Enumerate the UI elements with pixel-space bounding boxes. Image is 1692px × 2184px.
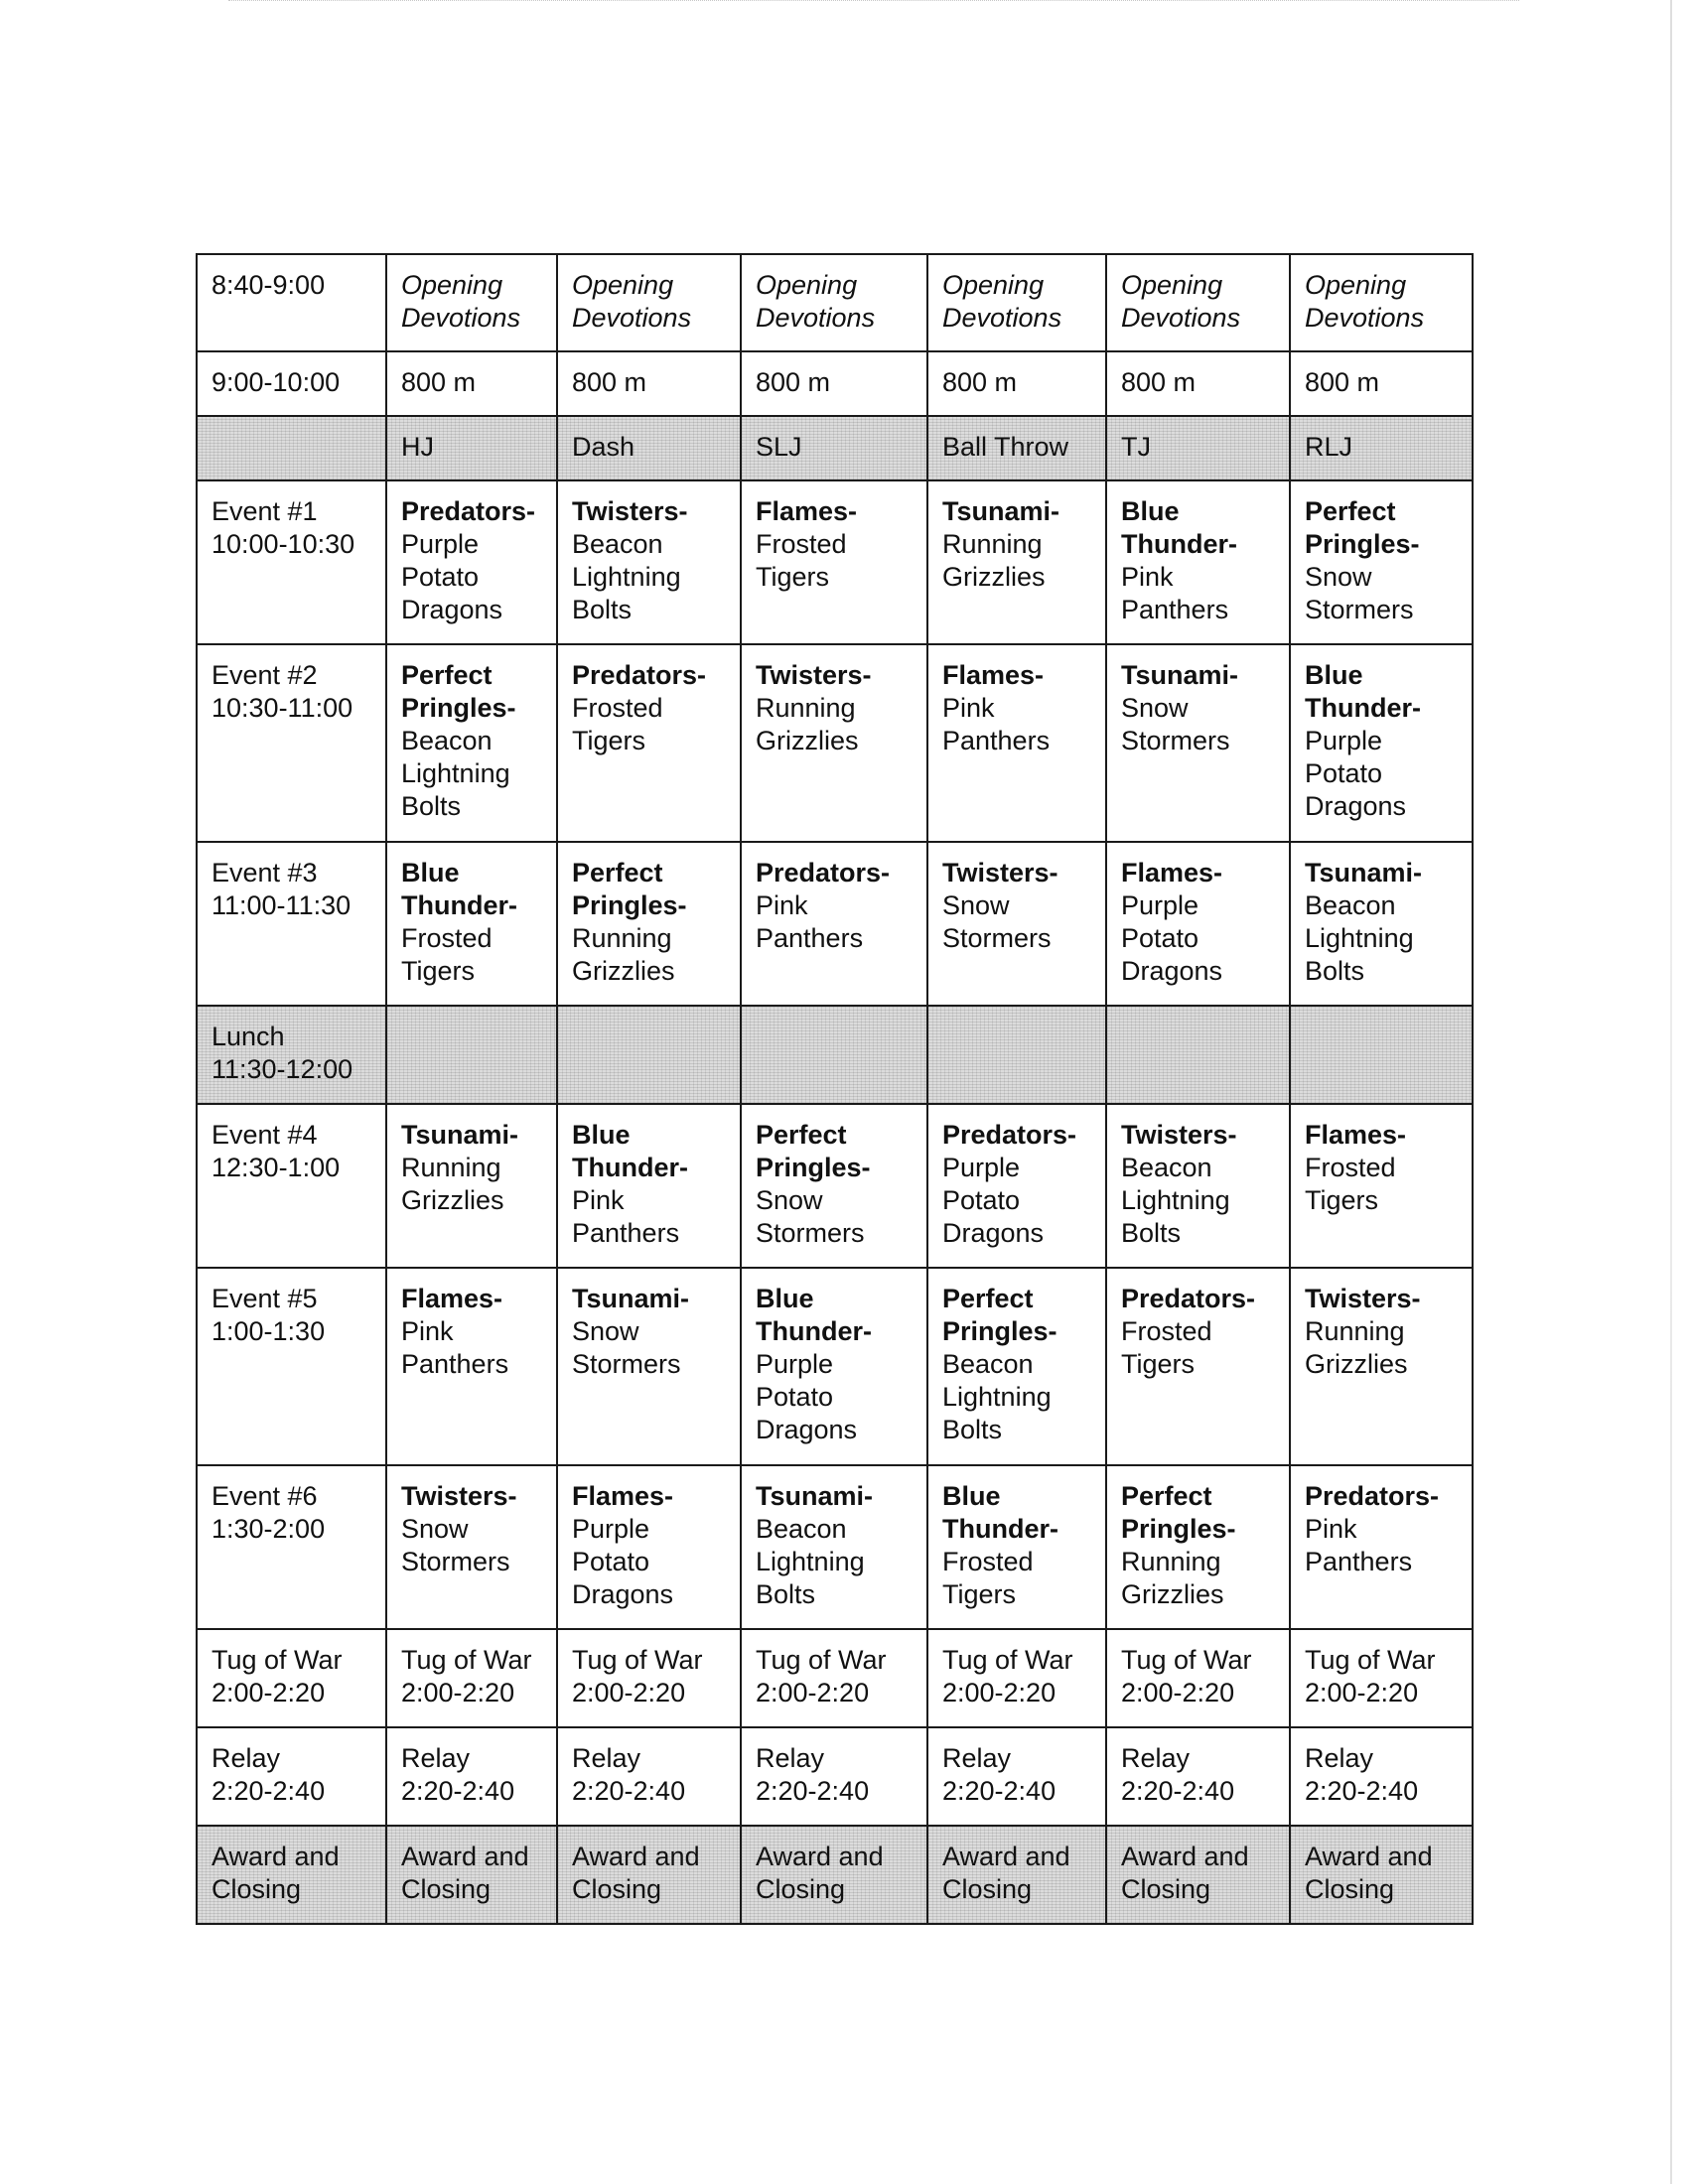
team-name: Blue Thunder- bbox=[1305, 660, 1421, 723]
schedule-cell bbox=[386, 1104, 557, 1268]
opponent-team-name: Frosted Tigers bbox=[572, 693, 663, 755]
opponent-team-name: Pink Panthers bbox=[942, 693, 1051, 755]
schedule-row bbox=[197, 351, 1473, 416]
cell-text: 2:00-2:20 bbox=[1305, 1678, 1419, 1707]
schedule-cell bbox=[1290, 1826, 1473, 1924]
row-label-cell bbox=[197, 1104, 386, 1268]
schedule-cell bbox=[1106, 1104, 1290, 1268]
row-label-cell bbox=[197, 351, 386, 416]
schedule-cell bbox=[741, 351, 927, 416]
row-label-text: Event #4 bbox=[212, 1120, 318, 1150]
schedule-cell bbox=[557, 1727, 741, 1826]
team-name: Predators- bbox=[1305, 1481, 1440, 1511]
schedule-cell bbox=[1290, 1006, 1473, 1104]
schedule-cell bbox=[1106, 1826, 1290, 1924]
row-label-text: 11:00-11:30 bbox=[212, 890, 352, 920]
schedule-row bbox=[197, 1006, 1473, 1104]
team-name: Tsunami- bbox=[401, 1120, 519, 1150]
opponent-team-name: Snow Stormers bbox=[572, 1316, 681, 1379]
schedule-cell bbox=[386, 644, 557, 842]
cell-text: Tug of War bbox=[572, 1645, 703, 1675]
row-label-text: 1:30-2:00 bbox=[212, 1514, 326, 1544]
team-name: Flames- bbox=[572, 1481, 674, 1511]
opponent-team-name: Running Grizzlies bbox=[756, 693, 859, 755]
schedule-cell bbox=[557, 1465, 741, 1629]
opponent-team-name: Pink Panthers bbox=[756, 890, 864, 953]
scan-artifact-edge bbox=[1670, 0, 1672, 2184]
row-label-text: Event #1 bbox=[212, 496, 318, 526]
cell-text: Opening bbox=[756, 270, 858, 300]
row-label-cell bbox=[197, 1465, 386, 1629]
cell-text: Relay bbox=[572, 1743, 641, 1773]
cell-text: Ball Throw bbox=[942, 432, 1069, 462]
row-label-text: Event #6 bbox=[212, 1481, 318, 1511]
opponent-team-name: Frosted Tigers bbox=[942, 1547, 1034, 1609]
schedule-cell bbox=[927, 480, 1106, 644]
team-name: Perfect Pringles- bbox=[1121, 1481, 1236, 1544]
opponent-team-name: Snow Stormers bbox=[1121, 693, 1230, 755]
schedule-cell bbox=[1290, 1104, 1473, 1268]
row-label-cell bbox=[197, 1826, 386, 1924]
schedule-cell bbox=[927, 416, 1106, 480]
schedule-cell bbox=[741, 480, 927, 644]
schedule-cell bbox=[927, 351, 1106, 416]
schedule-cell bbox=[741, 1826, 927, 1924]
team-name: Twisters- bbox=[942, 858, 1058, 887]
schedule-cell bbox=[927, 644, 1106, 842]
row-label-text: Tug of War bbox=[212, 1645, 343, 1675]
cell-text: TJ bbox=[1121, 432, 1151, 462]
team-name: Twisters- bbox=[1121, 1120, 1237, 1150]
opponent-team-name: Purple Potato Dragons bbox=[1305, 726, 1407, 821]
schedule-cell bbox=[1106, 416, 1290, 480]
schedule-row bbox=[197, 1465, 1473, 1629]
cell-text: Tug of War bbox=[942, 1645, 1073, 1675]
row-label-cell bbox=[197, 480, 386, 644]
schedule-cell bbox=[1290, 480, 1473, 644]
schedule-cell bbox=[741, 1629, 927, 1727]
schedule-cell bbox=[741, 1104, 927, 1268]
row-label-text: 8:40-9:00 bbox=[212, 270, 326, 300]
team-name: Flames- bbox=[1121, 858, 1223, 887]
opponent-team-name: Frosted Tigers bbox=[1305, 1153, 1396, 1215]
schedule-cell bbox=[557, 416, 741, 480]
schedule-cell bbox=[927, 1104, 1106, 1268]
row-label-text: 10:30-11:00 bbox=[212, 693, 353, 723]
schedule-cell bbox=[386, 1006, 557, 1104]
team-name: Tsunami- bbox=[1305, 858, 1423, 887]
team-name: Tsunami- bbox=[1121, 660, 1239, 690]
cell-text: 2:00-2:20 bbox=[1121, 1678, 1235, 1707]
cell-text: 2:00-2:20 bbox=[942, 1678, 1057, 1707]
cell-text: Devotions bbox=[942, 303, 1062, 333]
schedule-cell bbox=[557, 1268, 741, 1465]
cell-text: 2:20-2:40 bbox=[1121, 1776, 1235, 1806]
schedule-cell bbox=[557, 1826, 741, 1924]
schedule-row bbox=[197, 480, 1473, 644]
row-label-text: Lunch bbox=[212, 1022, 285, 1051]
schedule-row bbox=[197, 416, 1473, 480]
opponent-team-name: Snow Stormers bbox=[1305, 562, 1414, 624]
row-label-text: 11:30-12:00 bbox=[212, 1054, 353, 1084]
schedule-cell bbox=[1106, 1268, 1290, 1465]
cell-text: Opening bbox=[572, 270, 674, 300]
cell-text: Devotions bbox=[401, 303, 521, 333]
schedule-cell bbox=[386, 254, 557, 351]
cell-text: Closing bbox=[401, 1874, 492, 1904]
cell-text: 800 m bbox=[1121, 367, 1197, 397]
cell-text: 2:20-2:40 bbox=[401, 1776, 515, 1806]
schedule-cell bbox=[1106, 644, 1290, 842]
cell-text: HJ bbox=[401, 432, 434, 462]
row-label-text: 12:30-1:00 bbox=[212, 1153, 341, 1182]
schedule-cell bbox=[1290, 842, 1473, 1006]
cell-text: Devotions bbox=[756, 303, 876, 333]
schedule-cell bbox=[557, 351, 741, 416]
team-name: Twisters- bbox=[572, 496, 688, 526]
cell-text: Award and bbox=[401, 1842, 529, 1871]
schedule-cell bbox=[927, 1268, 1106, 1465]
team-name: Blue Thunder- bbox=[401, 858, 517, 920]
cell-text: 800 m bbox=[756, 367, 831, 397]
opponent-team-name: Pink Panthers bbox=[1121, 562, 1229, 624]
schedule-row bbox=[197, 1629, 1473, 1727]
opponent-team-name: Snow Stormers bbox=[401, 1514, 510, 1576]
schedule-cell bbox=[741, 1465, 927, 1629]
schedule-cell bbox=[557, 1629, 741, 1727]
opponent-team-name: Beacon Lightning Bolts bbox=[756, 1514, 865, 1609]
row-label-text: 2:20-2:40 bbox=[212, 1776, 326, 1806]
schedule-cell bbox=[386, 416, 557, 480]
schedule-cell bbox=[386, 480, 557, 644]
team-name: Twisters- bbox=[1305, 1284, 1421, 1313]
row-label-text: 9:00-10:00 bbox=[212, 367, 341, 397]
schedule-cell bbox=[927, 1006, 1106, 1104]
cell-text: Relay bbox=[756, 1743, 825, 1773]
row-label-text: 1:00-1:30 bbox=[212, 1316, 326, 1346]
opponent-team-name: Purple Potato Dragons bbox=[942, 1153, 1045, 1248]
schedule-row bbox=[197, 842, 1473, 1006]
cell-text: Opening bbox=[1305, 270, 1407, 300]
cell-text: Devotions bbox=[572, 303, 692, 333]
schedule-cell bbox=[386, 1826, 557, 1924]
scan-artifact-top bbox=[228, 0, 1519, 4]
opponent-team-name: Frosted Tigers bbox=[401, 923, 493, 986]
cell-text: Closing bbox=[756, 1874, 846, 1904]
cell-text: 800 m bbox=[401, 367, 477, 397]
schedule-cell bbox=[1106, 842, 1290, 1006]
opponent-team-name: Pink Panthers bbox=[1305, 1514, 1413, 1576]
row-label-text: Event #3 bbox=[212, 858, 318, 887]
team-name: Tsunami- bbox=[756, 1481, 874, 1511]
team-name: Predators- bbox=[942, 1120, 1077, 1150]
cell-text: 2:00-2:20 bbox=[572, 1678, 686, 1707]
row-label-text: 2:00-2:20 bbox=[212, 1678, 326, 1707]
schedule-cell bbox=[1106, 1465, 1290, 1629]
field-day-schedule-table bbox=[196, 253, 1474, 1925]
row-label-cell bbox=[197, 842, 386, 1006]
row-label-cell bbox=[197, 1629, 386, 1727]
team-name: Predators- bbox=[572, 660, 707, 690]
team-name: Predators- bbox=[756, 858, 891, 887]
schedule-cell bbox=[927, 1826, 1106, 1924]
cell-text: Relay bbox=[401, 1743, 471, 1773]
opponent-team-name: Purple Potato Dragons bbox=[401, 529, 503, 624]
schedule-cell bbox=[1290, 1465, 1473, 1629]
team-name: Tsunami- bbox=[572, 1284, 690, 1313]
team-name: Predators- bbox=[401, 496, 536, 526]
schedule-cell bbox=[927, 842, 1106, 1006]
schedule-cell bbox=[741, 416, 927, 480]
opponent-team-name: Snow Stormers bbox=[756, 1185, 865, 1248]
cell-text: SLJ bbox=[756, 432, 802, 462]
cell-text: Tug of War bbox=[756, 1645, 887, 1675]
schedule-cell bbox=[927, 1465, 1106, 1629]
cell-text: Closing bbox=[942, 1874, 1033, 1904]
schedule-cell bbox=[741, 1727, 927, 1826]
cell-text: Closing bbox=[1121, 1874, 1211, 1904]
team-name: Flames- bbox=[1305, 1120, 1407, 1150]
cell-text: 800 m bbox=[942, 367, 1018, 397]
cell-text: Tug of War bbox=[401, 1645, 532, 1675]
cell-text: 800 m bbox=[1305, 367, 1380, 397]
cell-text: Award and bbox=[942, 1842, 1070, 1871]
cell-text: 2:20-2:40 bbox=[756, 1776, 870, 1806]
row-label-cell bbox=[197, 254, 386, 351]
cell-text: 2:20-2:40 bbox=[942, 1776, 1057, 1806]
schedule-cell bbox=[1290, 416, 1473, 480]
opponent-team-name: Purple Potato Dragons bbox=[1121, 890, 1223, 986]
cell-text: Devotions bbox=[1305, 303, 1425, 333]
cell-text: Award and bbox=[756, 1842, 884, 1871]
team-name: Perfect Pringles- bbox=[756, 1120, 871, 1182]
opponent-team-name: Beacon Lightning Bolts bbox=[401, 726, 510, 821]
schedule-row bbox=[197, 644, 1473, 842]
schedule-cell bbox=[557, 1006, 741, 1104]
schedule-cell bbox=[1106, 1006, 1290, 1104]
team-name: Blue Thunder- bbox=[572, 1120, 688, 1182]
cell-text: Award and bbox=[572, 1842, 700, 1871]
team-name: Perfect Pringles- bbox=[942, 1284, 1058, 1346]
team-name: Blue Thunder- bbox=[756, 1284, 872, 1346]
cell-text: Relay bbox=[942, 1743, 1012, 1773]
opponent-team-name: Running Grizzlies bbox=[1121, 1547, 1224, 1609]
schedule-cell bbox=[557, 842, 741, 1006]
schedule-cell bbox=[386, 1629, 557, 1727]
schedule-cell bbox=[1290, 1629, 1473, 1727]
opponent-team-name: Beacon Lightning Bolts bbox=[942, 1349, 1052, 1444]
schedule-cell bbox=[1106, 1727, 1290, 1826]
cell-text: Opening bbox=[401, 270, 503, 300]
opponent-team-name: Running Grizzlies bbox=[1305, 1316, 1408, 1379]
cell-text: 2:20-2:40 bbox=[1305, 1776, 1419, 1806]
schedule-cell bbox=[386, 1268, 557, 1465]
cell-text: Award and bbox=[1121, 1842, 1249, 1871]
cell-text: Dash bbox=[572, 432, 635, 462]
cell-text: Opening bbox=[942, 270, 1045, 300]
schedule-cell bbox=[557, 1104, 741, 1268]
cell-text: 2:00-2:20 bbox=[401, 1678, 515, 1707]
schedule-cell bbox=[1106, 1629, 1290, 1727]
schedule-cell bbox=[386, 842, 557, 1006]
cell-text: Closing bbox=[1305, 1874, 1395, 1904]
opponent-team-name: Frosted Tigers bbox=[1121, 1316, 1212, 1379]
schedule-cell bbox=[741, 1268, 927, 1465]
schedule-cell bbox=[741, 842, 927, 1006]
team-name: Perfect Pringles- bbox=[401, 660, 516, 723]
team-name: Predators- bbox=[1121, 1284, 1256, 1313]
schedule-row bbox=[197, 1826, 1473, 1924]
row-label-text: Event #2 bbox=[212, 660, 318, 690]
cell-text: RLJ bbox=[1305, 432, 1353, 462]
team-name: Blue Thunder- bbox=[942, 1481, 1058, 1544]
schedule-cell bbox=[741, 644, 927, 842]
cell-text: Relay bbox=[1305, 1743, 1374, 1773]
opponent-team-name: Beacon Lightning Bolts bbox=[1305, 890, 1414, 986]
cell-text: Opening bbox=[1121, 270, 1223, 300]
opponent-team-name: Purple Potato Dragons bbox=[572, 1514, 674, 1609]
cell-text: 800 m bbox=[572, 367, 647, 397]
row-label-cell bbox=[197, 416, 386, 480]
team-name: Tsunami- bbox=[942, 496, 1060, 526]
schedule-cell bbox=[1290, 1268, 1473, 1465]
schedule-cell bbox=[927, 1727, 1106, 1826]
schedule-cell bbox=[386, 1465, 557, 1629]
schedule-cell bbox=[741, 1006, 927, 1104]
opponent-team-name: Beacon Lightning Bolts bbox=[1121, 1153, 1230, 1248]
schedule-cell bbox=[1290, 1727, 1473, 1826]
row-label-text: 10:00-10:30 bbox=[212, 529, 355, 559]
team-name: Blue Thunder- bbox=[1121, 496, 1237, 559]
opponent-team-name: Running Grizzlies bbox=[572, 923, 675, 986]
cell-text: Tug of War bbox=[1305, 1645, 1436, 1675]
opponent-team-name: Pink Panthers bbox=[401, 1316, 509, 1379]
schedule-cell bbox=[1106, 480, 1290, 644]
schedule-cell bbox=[927, 1629, 1106, 1727]
cell-text: 2:00-2:20 bbox=[756, 1678, 870, 1707]
schedule-cell bbox=[557, 254, 741, 351]
opponent-team-name: Frosted Tigers bbox=[756, 529, 847, 592]
schedule-cell bbox=[927, 254, 1106, 351]
cell-text: Closing bbox=[572, 1874, 662, 1904]
team-name: Twisters- bbox=[756, 660, 872, 690]
team-name: Perfect Pringles- bbox=[572, 858, 687, 920]
schedule-cell bbox=[1290, 644, 1473, 842]
opponent-team-name: Snow Stormers bbox=[942, 890, 1052, 953]
schedule-cell bbox=[557, 480, 741, 644]
team-name: Perfect Pringles- bbox=[1305, 496, 1420, 559]
schedule-cell bbox=[741, 254, 927, 351]
schedule-row bbox=[197, 1104, 1473, 1268]
row-label-cell bbox=[197, 644, 386, 842]
team-name: Flames- bbox=[756, 496, 858, 526]
cell-text: Devotions bbox=[1121, 303, 1241, 333]
row-label-text: Relay bbox=[212, 1743, 281, 1773]
schedule-cell bbox=[386, 351, 557, 416]
schedule-cell bbox=[1106, 351, 1290, 416]
row-label-cell bbox=[197, 1727, 386, 1826]
cell-text: Tug of War bbox=[1121, 1645, 1252, 1675]
schedule-cell bbox=[557, 644, 741, 842]
opponent-team-name: Pink Panthers bbox=[572, 1185, 680, 1248]
row-label-text: Closing bbox=[212, 1874, 302, 1904]
cell-text: 2:20-2:40 bbox=[572, 1776, 686, 1806]
schedule-row bbox=[197, 1727, 1473, 1826]
opponent-team-name: Running Grizzlies bbox=[401, 1153, 504, 1215]
schedule-cell bbox=[1290, 351, 1473, 416]
row-label-text: Event #5 bbox=[212, 1284, 318, 1313]
team-name: Flames- bbox=[942, 660, 1045, 690]
opponent-team-name: Purple Potato Dragons bbox=[756, 1349, 858, 1444]
row-label-text: Award and bbox=[212, 1842, 340, 1871]
team-name: Flames- bbox=[401, 1284, 503, 1313]
row-label-cell bbox=[197, 1006, 386, 1104]
schedule-cell bbox=[1290, 254, 1473, 351]
team-name: Twisters- bbox=[401, 1481, 517, 1511]
opponent-team-name: Running Grizzlies bbox=[942, 529, 1046, 592]
row-label-cell bbox=[197, 1268, 386, 1465]
schedule-row bbox=[197, 1268, 1473, 1465]
cell-text: Award and bbox=[1305, 1842, 1433, 1871]
cell-text: Relay bbox=[1121, 1743, 1191, 1773]
schedule-row bbox=[197, 254, 1473, 351]
schedule-cell bbox=[1106, 254, 1290, 351]
schedule-body bbox=[197, 254, 1473, 1924]
schedule-cell bbox=[386, 1727, 557, 1826]
opponent-team-name: Beacon Lightning Bolts bbox=[572, 529, 681, 624]
